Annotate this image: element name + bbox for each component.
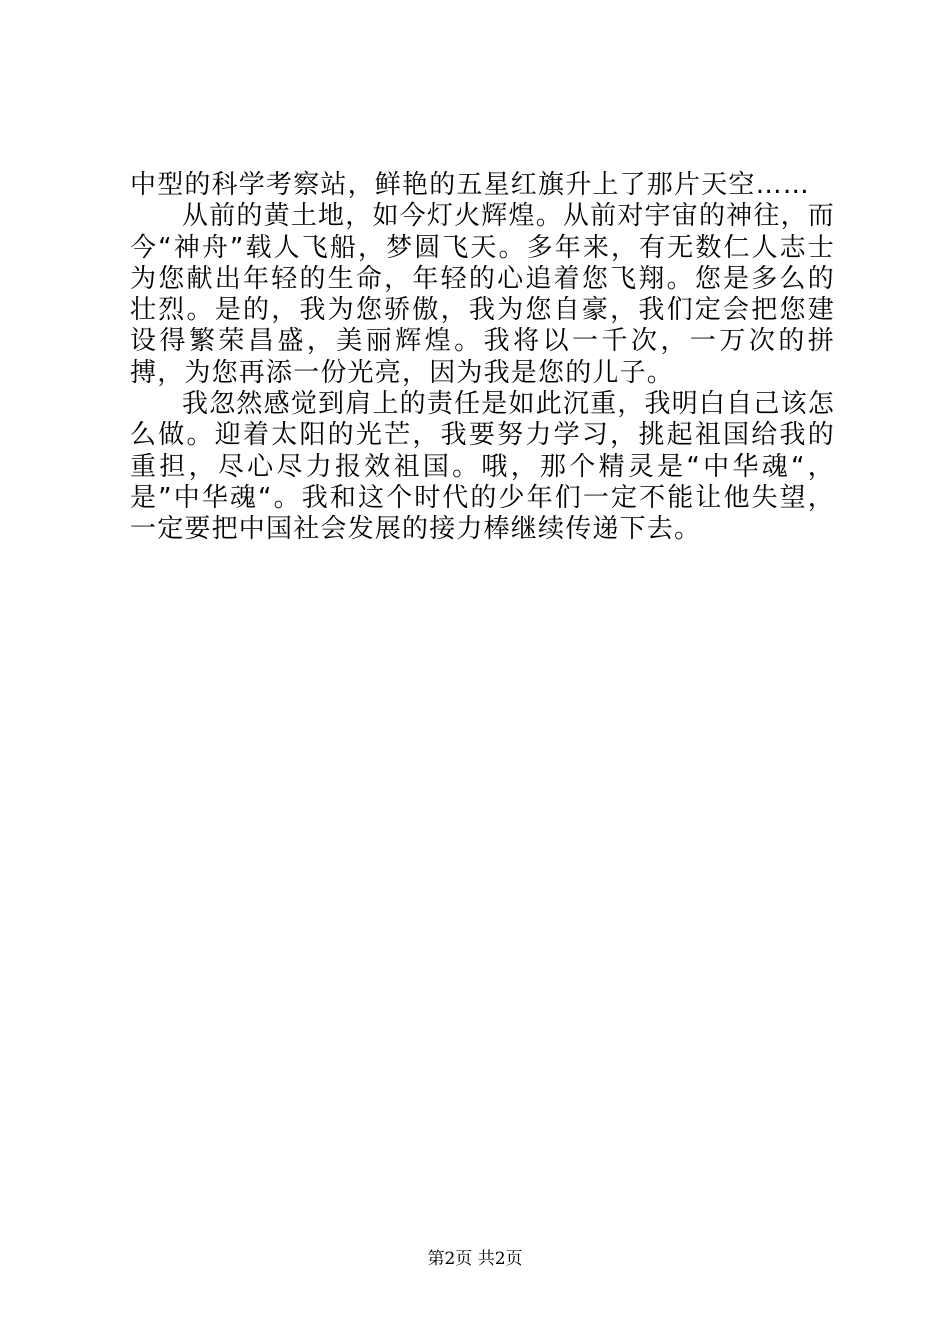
page-number: 第2页 共2页 [427,1249,523,1269]
paragraph-3: 我忽然感觉到肩上的责任是如此沉重，我明白自己该怎么做。迎着太阳的光芒，我要努力学习，挑起祖国给我的重担，尽心尽力报效祖国。哦，那个精灵是“中华魂“，是”中华魂“。我和这个时代的少年们一定不能让他失望，一定要把中国社会发展的接力棒继续传递下去。 [130,389,835,545]
page-footer [0,1244,950,1269]
paragraph-2: 从前的黄土地，如今灯火辉煌。从前对宇宙的神往，而今“神舟”载人飞船，梦圆飞天。多年来，有无数仁人志士为您献出年轻的生命，年轻的心追着您飞翔。您是多么的壮烈。是的，我为您骄傲，我为您自豪，我们定会把您建设得繁荣昌盛，美丽辉煌。我将以一千次，一万次的拼搏，为您再添一份光亮，因为我是您的儿子。 [130,201,835,388]
paragraph-continued: 中型的科学考察站，鲜艳的五星红旗升上了那片天空…… [130,170,811,200]
document-body [130,170,835,546]
